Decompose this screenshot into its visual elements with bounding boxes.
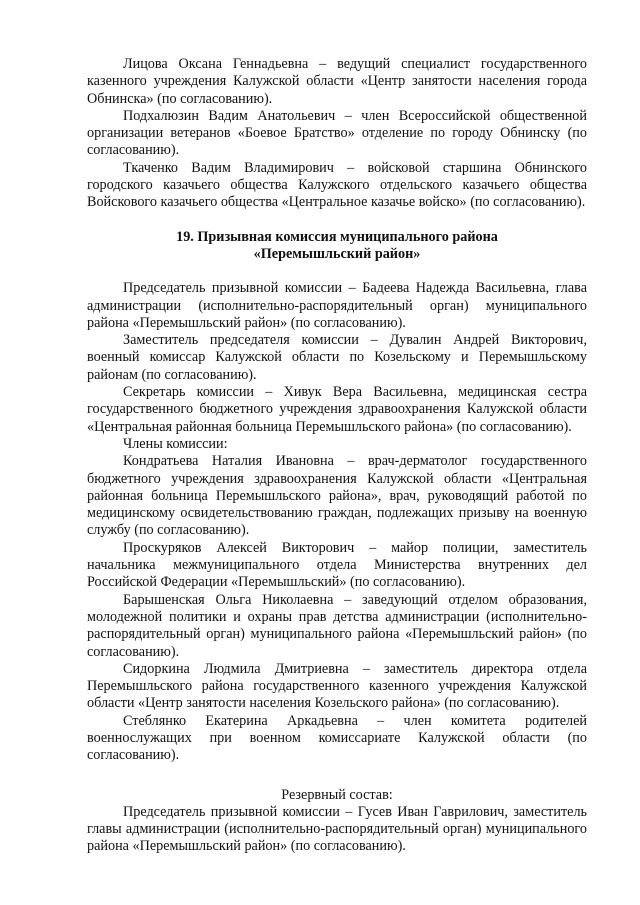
member-paragraph-steblyanko: Стеблянко Екатерина Аркадьевна – член комитета родителей военнослужащих при военном комиссариате Калужской области (по согласованию). [87, 712, 587, 764]
section-title-line2: «Перемышльский район» [253, 245, 421, 262]
member-paragraph-podkhalyuzin: Подхалюзин Вадим Анатольевич – член Всероссийской общественной организации ветеранов «Боевое Братство» отделение по городу Обнинску (по согласованию). [87, 107, 587, 159]
reserve-title: Резервный состав: [281, 786, 393, 803]
reserve-chairman-paragraph: Председатель призывной комиссии – Гусев Иван Гаврилович, заместитель главы администрации (исполнительно-распорядительный орган) муниципального района «Перемышльский район» (по согласованию). [87, 803, 587, 855]
member-paragraph-tkachenko: Ткаченко Вадим Владимирович – войсковой старшина Обнинского городского казачьего общества Калужского отдельского казачьего общества Войскового казачьего общества «Центральное казачье войско» (по согласованию). [87, 159, 587, 211]
member-paragraph-sidorkina: Сидоркина Людмила Дмитриевна – заместитель директора отдела Перемышльского района государственного казенного учреждения Калужской области «Центр занятости населения Козельского района» (по согласованию). [87, 660, 587, 712]
members-label: Члены комиссии: [123, 435, 228, 452]
member-paragraph-kondratyeva: Кондратьева Наталия Ивановна – врач-дерматолог государственного бюджетного учреждения здравоохранения Калужской области «Центральная районная больница Перемышльского района», врач, руководящий работой по медицинскому освидетельствованию граждан, подлежащих призыву на военную службу (по согласованию). [87, 453, 587, 539]
secretary-paragraph: Секретарь комиссии – Хивук Вера Васильевна, медицинская сестра государственного бюджетного учреждения здравоохранения Калужской области «Центральная районная больница Перемышльского района» (по согласованию). [87, 384, 587, 435]
document-page [87, 56, 587, 856]
deputy-chairman-paragraph: Заместитель председателя комиссии – Дувалин Андрей Викторович, военный комиссар Калужской области по Козельскому и Перемышльскому районам (по согласованию). [87, 332, 587, 383]
member-paragraph-litsova: Лицова Оксана Геннадьевна – ведущий специалист государственного казенного учреждения Калужской области «Центр занятости населения города Обнинска» (по согласованию). [87, 56, 587, 107]
member-paragraph-proskuryakov: Проскуряков Алексей Викторович – майор полиции, заместитель начальника межмуниципального отдела Министерства внутренних дел Российской Федерации «Перемышльский» (по согласованию). [87, 539, 587, 591]
chairman-paragraph: Председатель призывной комиссии – Бадеева Надежда Васильевна, глава администрации (исполнительно-распорядительный орган) муниципального района «Перемышльский район» (по согласованию). [87, 280, 587, 331]
member-paragraph-baryshenskaya: Барышенская Ольга Николаевна – заведующий отделом образования, молодежной политики и охраны прав детства администрации (исполнительно-распорядительный орган) муниципального района «Перемышльский район» (по согласованию). [87, 591, 587, 660]
section-title-line1: 19. Призывная комиссия муниципального района [176, 228, 498, 245]
